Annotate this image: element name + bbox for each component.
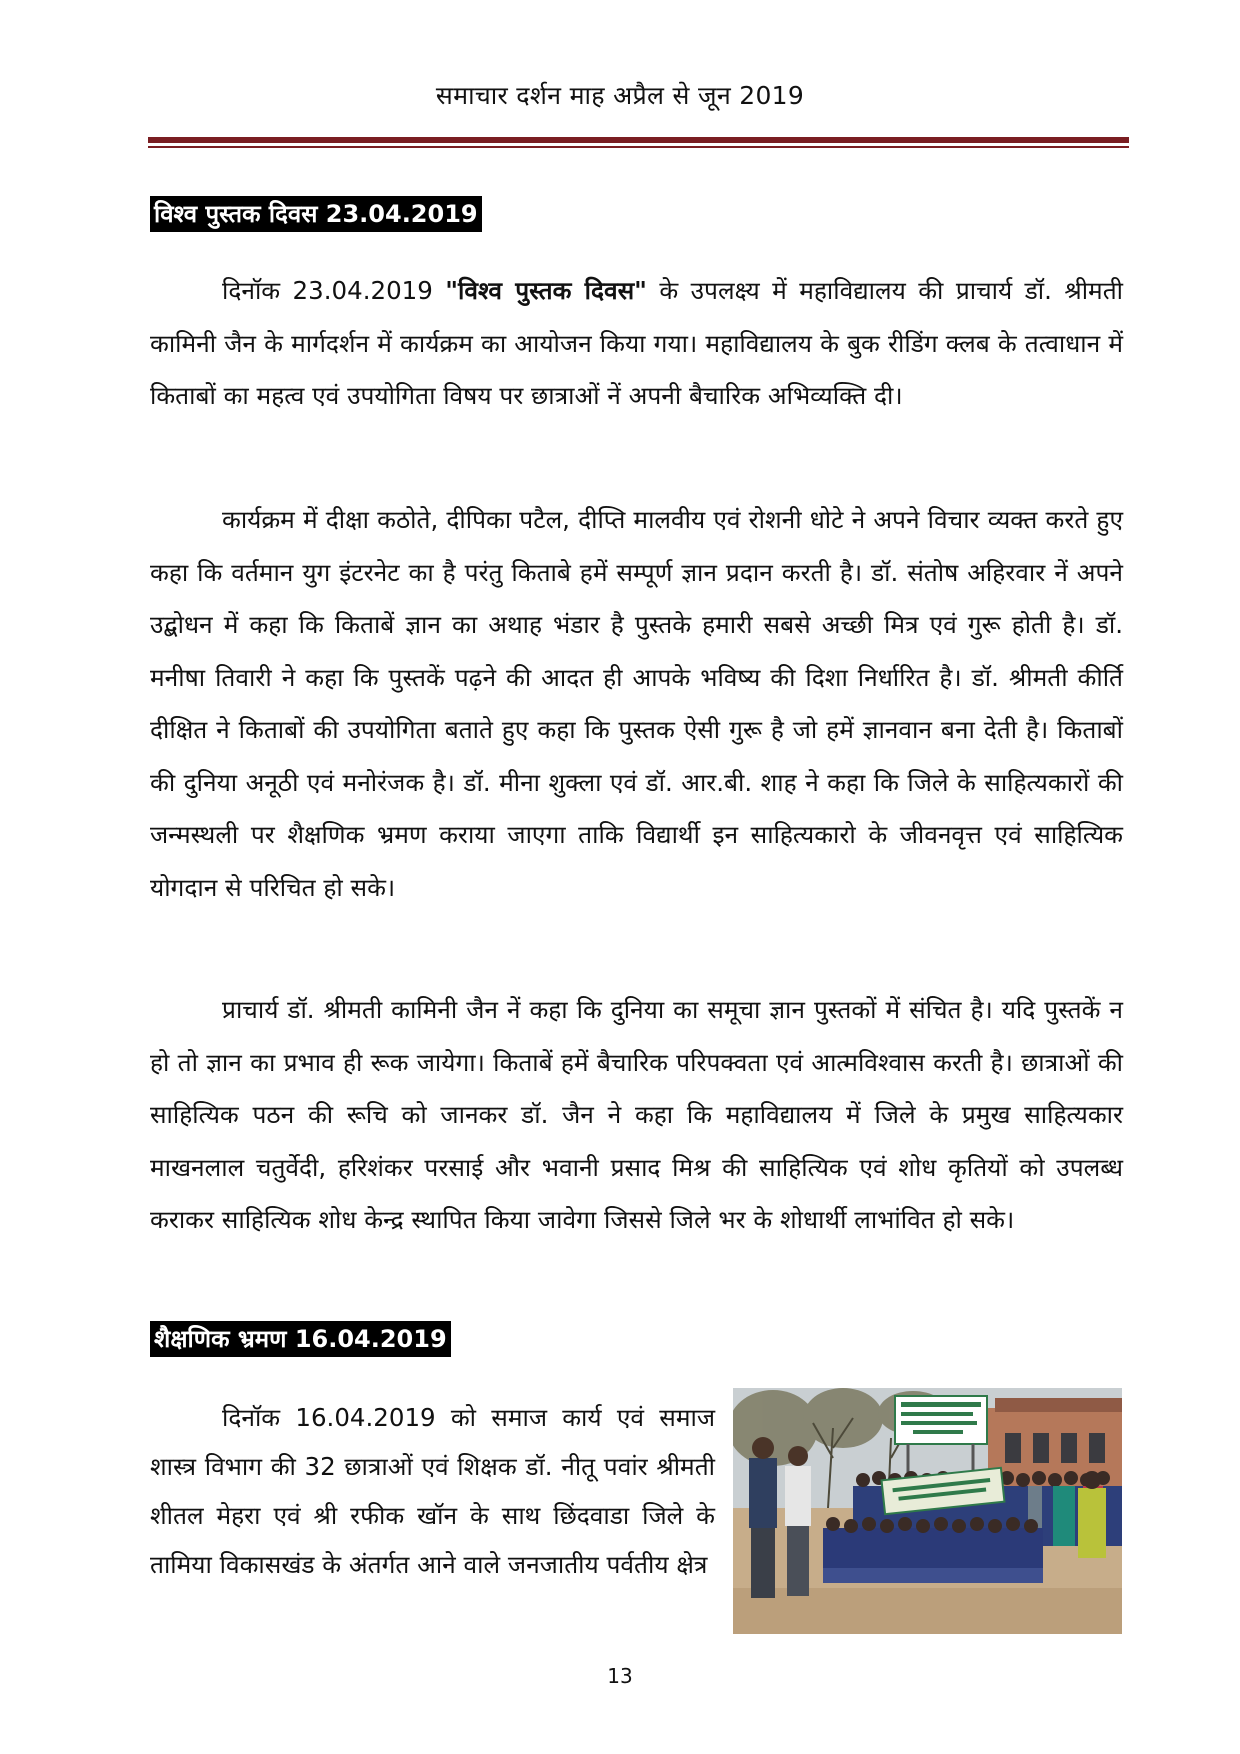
educational-tour-paragraph-1 xyxy=(150,1393,715,1589)
section-heading-educational-tour: शैक्षणिक भ्रमण 16.04.2019 xyxy=(150,1321,451,1357)
world-book-day-paragraph-1 xyxy=(150,265,1123,423)
para2-text: कार्यक्रम में दीक्षा कठोते, दीपिका पटैल, दीप्ति मालवीय एवं रोशनी धोटे ने अपने विचार व्यक्त करते हुए कहा कि वर्तमान युग इंटरनेट का है परंतु किताबे हमें सम्पूर्ण ज्ञान प्रदान करती है। डॉ. संतोष अहिरवार नें अपने उद्बोधन में कहा कि किताबें ज्ञान का अथाह भंडार है पुस्तके हमारी सबसे अच्छी मित्र एवं गुरू होती है। डॉ. मनीषा तिवारी ने कहा कि पुस्तकें पढ़ने की आदत ही आपके भविष्य की दिशा निर्धारित है। डॉ. श्रीमती कीर्ति दीक्षित ने किताबों की उपयोगिता बताते हुए कहा कि पुस्तक ऐसी गुरू है जो हमें ज्ञानवान बना देती है। किताबों की दुनिया अनूठी एवं मनोरंजक है। डॉ. मीना शुक्ला एवं डॉ. आर.बी. शाह ने कहा कि जिले के साहित्यकारों की जन्मस्थली पर शैक्षणिक भ्रमण कराया जाएगा ताकि विद्यार्थी इन साहित्यकारो के जीवनवृत्त एवं साहित्यिक योगदान से परिचित हो सके। xyxy=(150,505,1124,902)
section-heading-world-book-day: विश्व पुस्तक दिवस 23.04.2019 xyxy=(150,196,482,232)
page-number: 13 xyxy=(607,1664,633,1688)
header-rule-thick xyxy=(148,137,1129,143)
para1-text-after: के उपलक्ष्य में महाविद्यालय की प्राचार्य डॉ. श्रीमती कामिनी जैन के मार्गदर्शन में कार्यक्रम का आयोजन किया गया। महाविद्यालय के बुक रीडिंग क्लब के तत्वाधान में किताबों का महत्व एवं उपयोगिता विषय पर छात्राओं नें अपनी बैचारिक अभिव्यक्ति दी। xyxy=(150,276,1123,410)
para1-bold-event-name: "विश्व पुस्तक दिवस" xyxy=(445,276,647,305)
world-book-day-paragraph-3 xyxy=(150,984,1123,1247)
world-book-day-paragraph-2 xyxy=(150,494,1123,914)
newsletter-header-title: समाचार दर्शन माह अप्रैल से जून 2019 xyxy=(435,81,805,110)
para1-text-before: दिनॉक 23.04.2019 xyxy=(222,276,446,305)
para3-text: प्राचार्य डॉ. श्रीमती कामिनी जैन नें कहा कि दुनिया का समूचा ज्ञान पुस्तकों में संचित है। यदि पुस्तकें न हो तो ज्ञान का प्रभाव ही रूक जायेगा। किताबें हमें बैचारिक परिपक्वता एवं आत्मविश्वास करती है। छात्राओं की साहित्यिक पठन की रूचि को जानकर डॉ. जैन ने कहा कि महाविद्यालय में जिले के प्रमुख साहित्यकार माखनलाल चतुर्वेदी, हरिशंकर परसाई और भवानी प्रसाद मिश्र की साहित्यिक एवं शोध कृतियों को उपलब्ध कराकर साहित्यिक शोध केन्द्र स्थापित किया जावेगा जिससे जिले भर के शोधार्थी लाभांवित हो सके। xyxy=(150,995,1123,1234)
group-photo xyxy=(733,1388,1122,1634)
tour-para-text: दिनॉक 16.04.2019 को समाज कार्य एवं समाज शास्त्र विभाग की 32 छात्राओं एवं शिक्षक डॉ. नीतू पवांर श्रीमती शीतल मेहरा एवं श्री रफीक खॉन के साथ छिंदवाडा जिले के तामिया विकासखंड के अंतर्गत आने वाले जनजातीय पर्वतीय क्षेत्र xyxy=(150,1403,715,1579)
header-rule-thin xyxy=(148,146,1129,148)
